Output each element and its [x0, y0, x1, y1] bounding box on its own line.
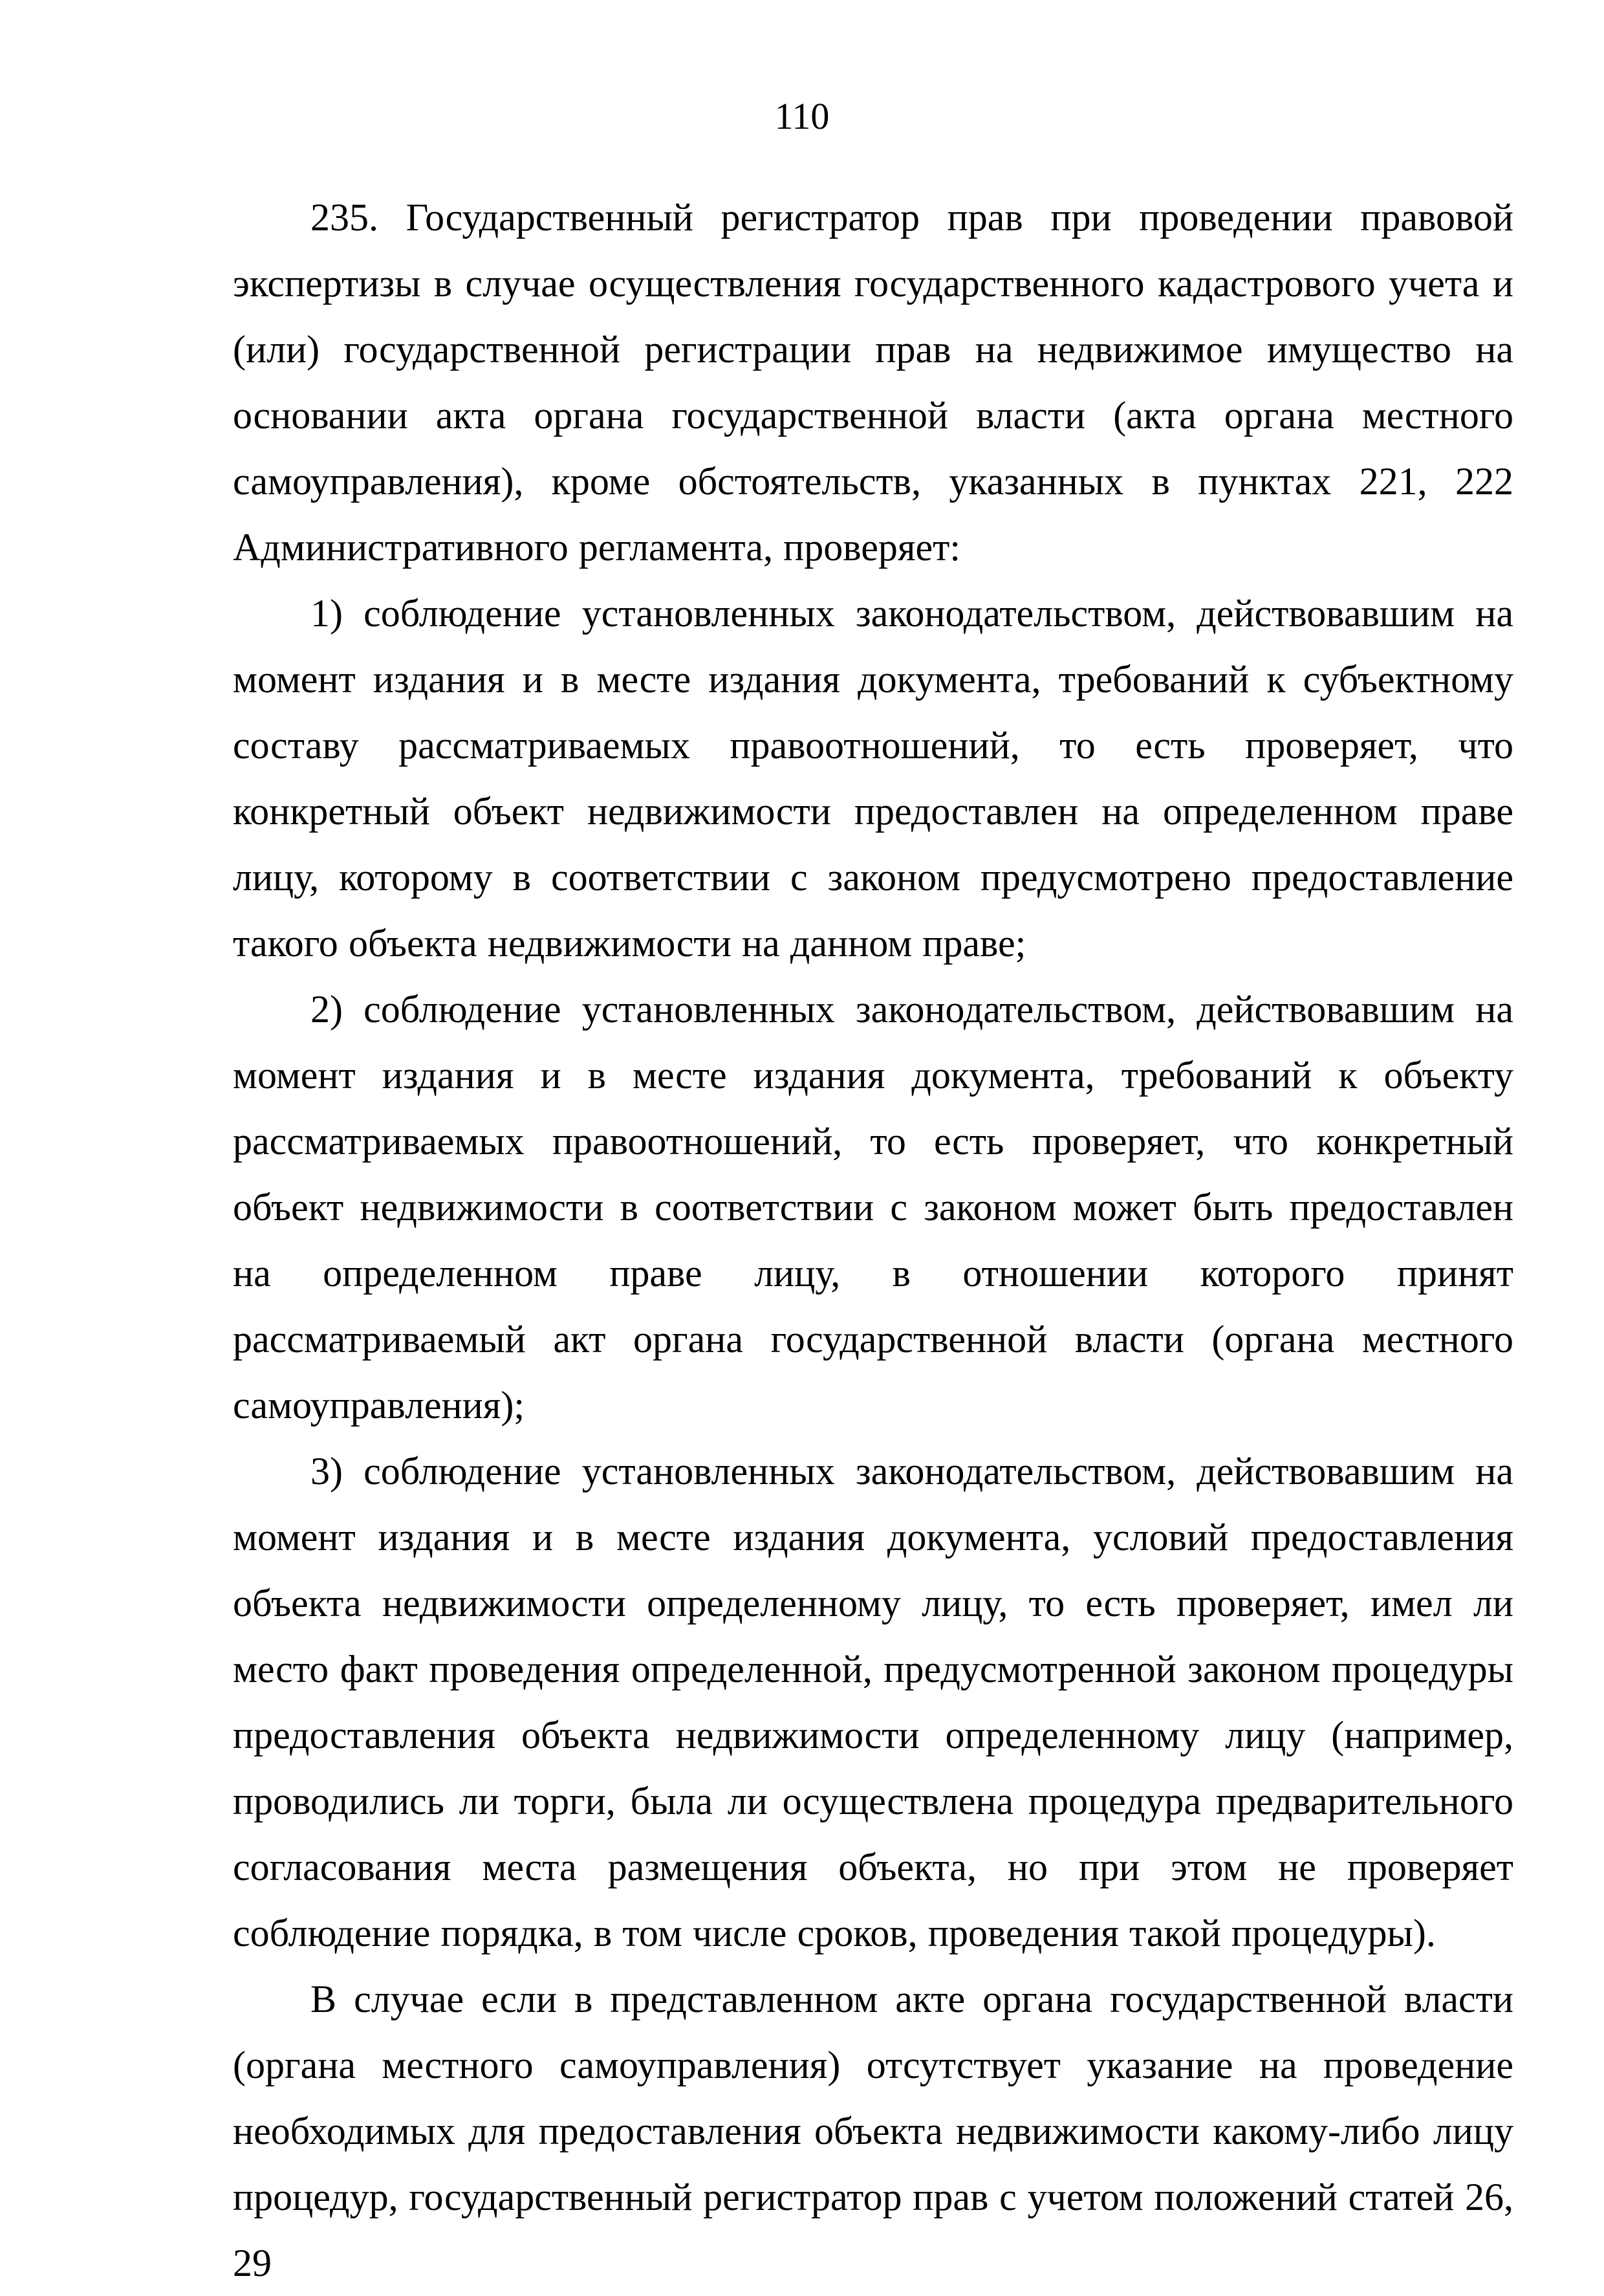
page-number: 110 — [774, 95, 830, 137]
paragraph-item-1: 1) соблюдение установленных законодательством, действовавшим на момент издания и в месте издания документа, требований к субъектному составу рассматриваемых правоотношений, то есть проверяет, что конкретный объект недвижимости предоставлен на определенном праве лицу, которому в соответствии с законом предусмотрено предоставление такого объекта недвижимости на данном праве; — [233, 592, 1513, 965]
document-body — [233, 184, 1513, 2296]
paragraph-continuation: В случае если в представленном акте органа государственной власти (органа местного самоуправления) отсутствует указание на проведение необходимых для предоставления объекта недвижимости какому-либо лицу процедур, государственный регистратор прав с учетом положений статей 26, 29 — [233, 1978, 1513, 2284]
paragraph-item-2: 2) соблюдение установленных законодательством, действовавшим на момент издания и в месте издания документа, требований к объекту рассматриваемых правоотношений, то есть проверяет, что конкретный объект недвижимости в соответствии с законом может быть предоставлен на определенном праве лицу, в отношении которого принят рассматриваемый акт органа государственной власти (органа местного самоуправления); — [233, 988, 1513, 1427]
paragraph-item-3: 3) соблюдение установленных законодательством, действовавшим на момент издания и в месте издания документа, условий предоставления объекта недвижимости определенному лицу, то есть проверяет, имел ли место факт проведения определенной, предусмотренной законом процедуры предоставления объекта недвижимости определенному лицу (например, проводились ли торги, была ли осуществлена процедура предварительного согласования места размещения объекта, но при этом не проверяет соблюдение порядка, в том числе сроков, проведения такой процедуры). — [233, 1450, 1513, 1954]
paragraph-235: 235. Государственный регистратор прав при проведении правовой экспертизы в случае осуществления государственного кадастрового учета и (или) государственной регистрации прав на недвижимое имущество на основании акта органа государственной власти (акта органа местного самоуправления), кроме обстоятельств, указанных в пунктах 221, 222 Административного регламента, проверяет: — [233, 196, 1513, 569]
